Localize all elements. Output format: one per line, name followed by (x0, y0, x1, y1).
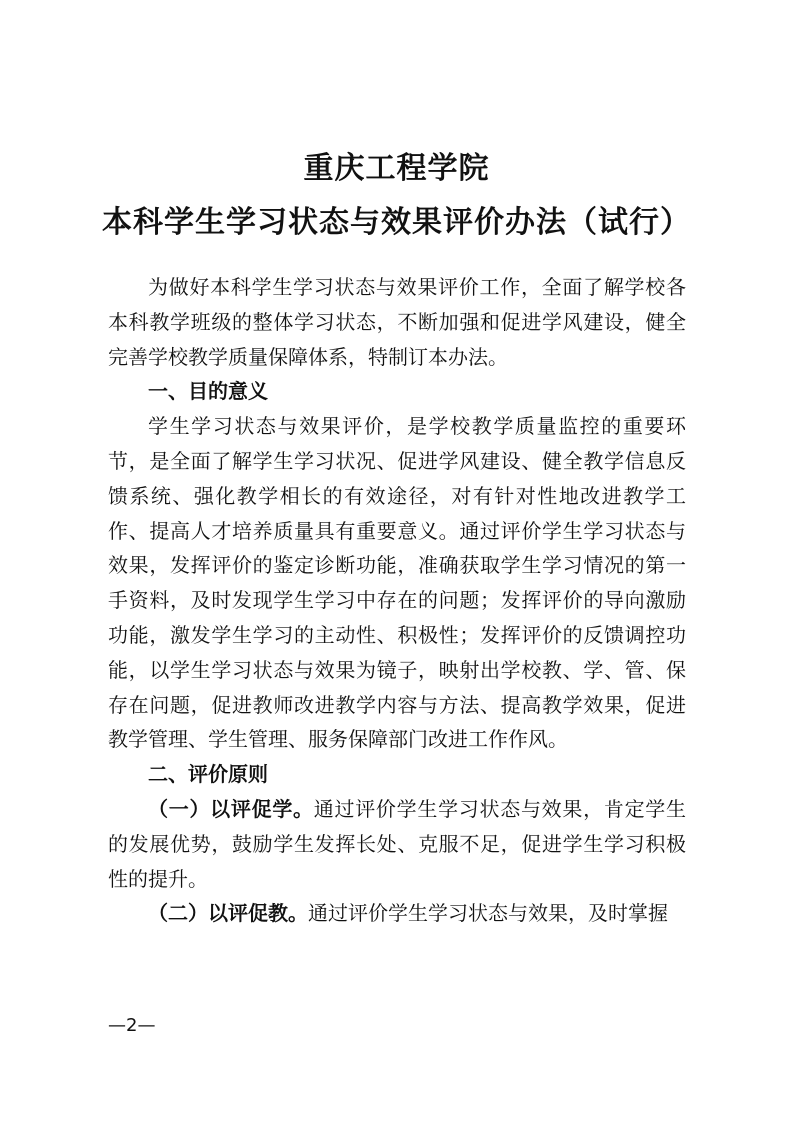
page-number: —2— (108, 1015, 156, 1036)
principle-item-1 (108, 792, 686, 896)
intro-paragraph: 为做好本科学生学习状态与效果评价工作，全面了解学校各本科教学班级的整体学习状态，不断加强和促进学风建设，健全完善学校教学质量保障体系，特制订本办法。 (108, 275, 686, 369)
principle-item-2-lead: （二）以评促教。 (148, 901, 308, 926)
section-heading-principles: 二、评价原则 (148, 762, 268, 787)
principle-item-2-text: 通过评价学生学习状态与效果，及时掌握 (308, 901, 668, 926)
principle-item-2 (108, 896, 686, 931)
title-document-name: 本科学生学习状态与效果评价办法（试行） (102, 205, 691, 240)
document-title (0, 142, 793, 250)
title-institution: 重庆工程学院 (303, 151, 490, 186)
section-heading-purpose: 一、目的意义 (148, 379, 268, 404)
document-body (108, 270, 686, 931)
principle-item-1-lead: （一）以评促学。 (148, 796, 314, 821)
principle-item-1-text: 通过评价学生学习状态与效果，肯定学生的发展优势，鼓励学生发挥长处、克服不足，促进学生学习积极性的提升。 (108, 796, 687, 891)
purpose-paragraph: 学生学习状态与效果评价，是学校教学质量监控的重要环节，是全面了解学生学习状况、促进学风建设、健全教学信息反馈系统、强化教学相长的有效途径，对有针对性地改进教学工作、提高人才培养质量具有重要意义。通过评价学生学习状态与效果，发挥评价的鉴定诊断功能，准确获取学生学习情况的第一手资料，及时发现学生学习中存在的问题；发挥评价的导向激励功能，激发学生学习的主动性、积极性；发挥评价的反馈调控功能，以学生学习状态与效果为镜子，映射出学校教、学、管、保存在问题，促进教师改进教学内容与方法、提高教学效果，促进教学管理、学生管理、服务保障部门改进工作作风。 (108, 414, 686, 752)
